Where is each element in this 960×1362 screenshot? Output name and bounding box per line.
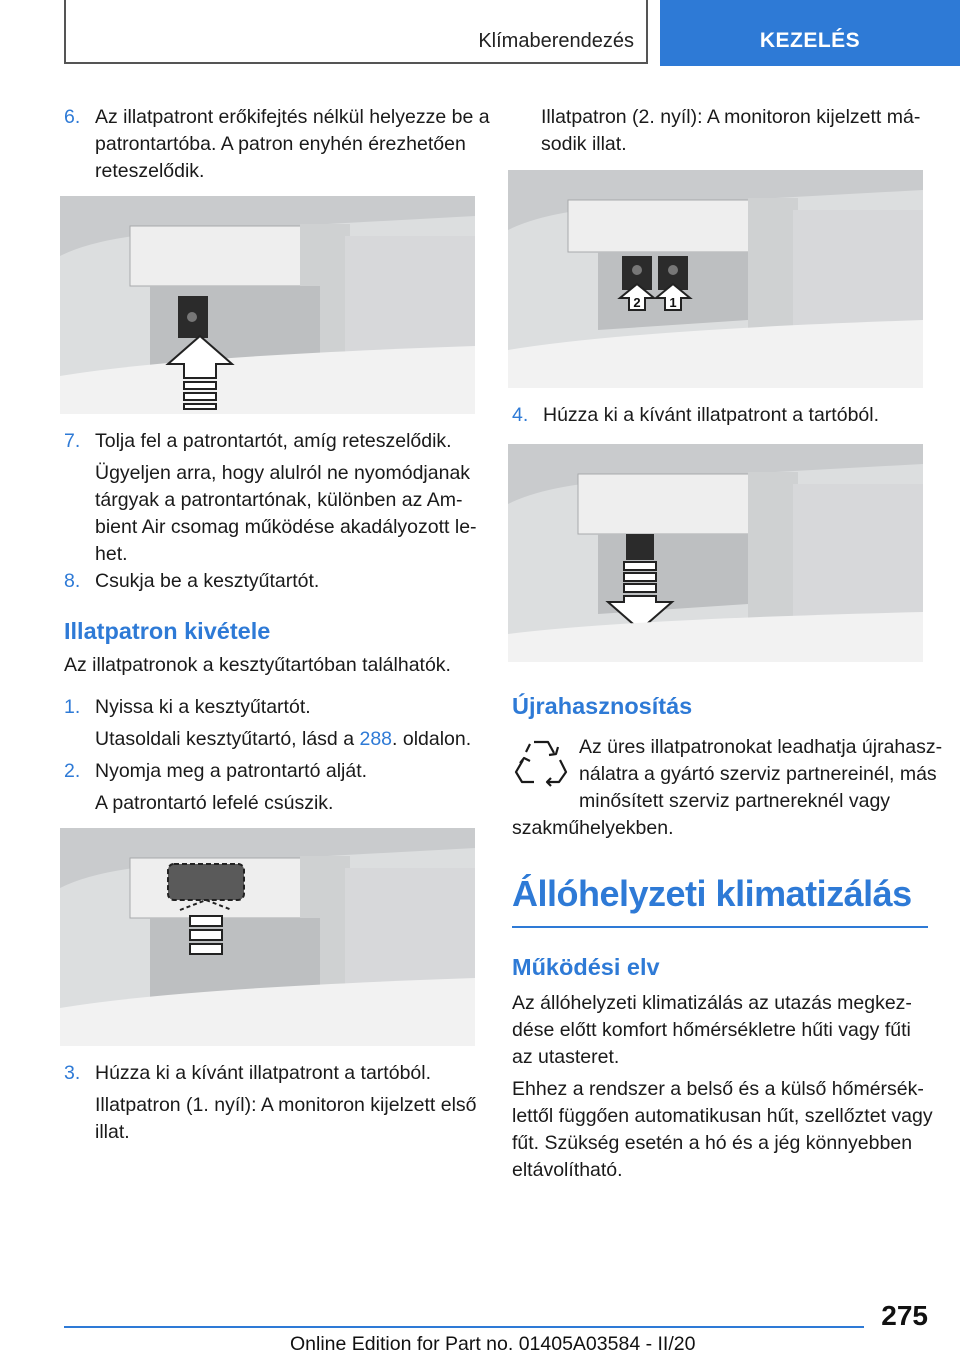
arrow-label-1: 1: [669, 295, 677, 310]
step-note: Illatpatron (1. nyíl): A monitoron kijelzett első: [95, 1094, 477, 1116]
step-number: 1.: [64, 696, 81, 718]
section-heading-principle: Működési elv: [512, 954, 660, 980]
photo-two-cartridges: [508, 170, 923, 388]
recycle-text: Az üres illatpatronokat leadhatja újrahasz-: [579, 736, 943, 758]
recycle-text: szakműhelyekben.: [512, 817, 674, 839]
step-text: patrontartóba. A patron enyhén érezhetően: [95, 133, 466, 155]
step-number: 6.: [64, 106, 81, 128]
step-note: Utasoldali kesztyűtartó, lásd a 288. oldalon.: [95, 728, 472, 750]
right-column: [512, 0, 943, 1300]
step-text: Húzza ki a kívánt illatpatront a tartóból.: [95, 1062, 432, 1084]
principle-text: Ehhez a rendszer a belső és a külső hőmérsék-: [512, 1078, 924, 1100]
step-number: 8.: [64, 570, 81, 592]
glovebox-illustration: [508, 170, 923, 388]
arrow-label-2: 2: [633, 295, 641, 310]
photo-insert-cartridge: [60, 196, 475, 414]
chapter-tab-label: KEZELÉS: [759, 29, 861, 52]
principle-text: Az állóhelyzeti klimatizálás az utazás megkez-: [512, 992, 912, 1014]
principle-text: lettől függően automatikusan hűt, szellőztet vagy: [512, 1105, 933, 1127]
principle-text: az utasteret.: [512, 1046, 620, 1068]
glovebox-illustration: [508, 444, 923, 662]
chapter-heading-rule: [512, 926, 928, 928]
photo-pull-out-cartridge: [508, 444, 923, 662]
glovebox-illustration: [60, 196, 475, 414]
page-reference-link[interactable]: 288: [359, 728, 393, 750]
step-note: illat.: [95, 1121, 130, 1143]
section-heading-recycling: Újrahasznosítás: [512, 693, 693, 719]
step-text: Csukja be a kesztyűtartót.: [95, 570, 320, 592]
step-note: tárgyak a patrontartónak, különben az Am-: [95, 489, 463, 511]
step-note: het.: [95, 543, 128, 565]
photo-cartridge-slides-down: [60, 828, 475, 1046]
step-text: Nyissa ki a kesztyűtartót.: [95, 696, 311, 718]
recycle-icon: [514, 734, 568, 788]
footer-rule: [64, 1326, 864, 1328]
recycle-text: minősített szerviz partnereknél vagy: [579, 790, 891, 812]
page-number: 275: [881, 1300, 928, 1331]
principle-text: dése előtt komfort hőmérsékletre hűti vagy fűti: [512, 1019, 911, 1041]
section-heading-removal: Illatpatron kivétele: [64, 618, 271, 644]
step-text: reteszelődik.: [95, 160, 205, 182]
removal-intro: Az illatpatronok a kesztyűtartóban találhatók.: [64, 654, 451, 676]
step-number: 4.: [512, 404, 529, 426]
recycle-text: nálatra a gyártó szerviz partnereinél, más: [579, 763, 937, 785]
principle-text: eltávolítható.: [512, 1159, 623, 1181]
chapter-heading: Állóhelyzeti klimatizálás: [512, 873, 912, 914]
step-note: sodik illat.: [541, 133, 627, 155]
principle-text: fűt. Szükség esetén a hó és a jég könnyebben: [512, 1132, 913, 1154]
step-number: 2.: [64, 760, 81, 782]
glovebox-illustration: [60, 828, 475, 1046]
step-note: Illatpatron (2. nyíl): A monitoron kijelzett má-: [541, 106, 921, 128]
section-title: Klímaberendezés: [478, 30, 634, 52]
step-note: bient Air csomag működése akadályozott le-: [95, 516, 477, 538]
step-number: 7.: [64, 430, 81, 452]
step-note: A patrontartó lefelé csúszik.: [95, 792, 334, 814]
step-text: Húzza ki a kívánt illatpatront a tartóból.: [543, 404, 880, 426]
step-text: Nyomja meg a patrontartó alját.: [95, 760, 368, 782]
footer-edition: Online Edition for Part no. 01405A03584 - II/20: [290, 1333, 696, 1355]
step-text: Az illatpatront erőkifejtés nélkül helyezze be a: [95, 106, 490, 128]
left-column: [64, 0, 490, 1300]
step-text: Tolja fel a patrontartót, amíg reteszelődik.: [95, 430, 452, 452]
step-number: 3.: [64, 1062, 81, 1084]
step-note: Ügyeljen arra, hogy alulról ne nyomódjanak: [95, 462, 471, 484]
